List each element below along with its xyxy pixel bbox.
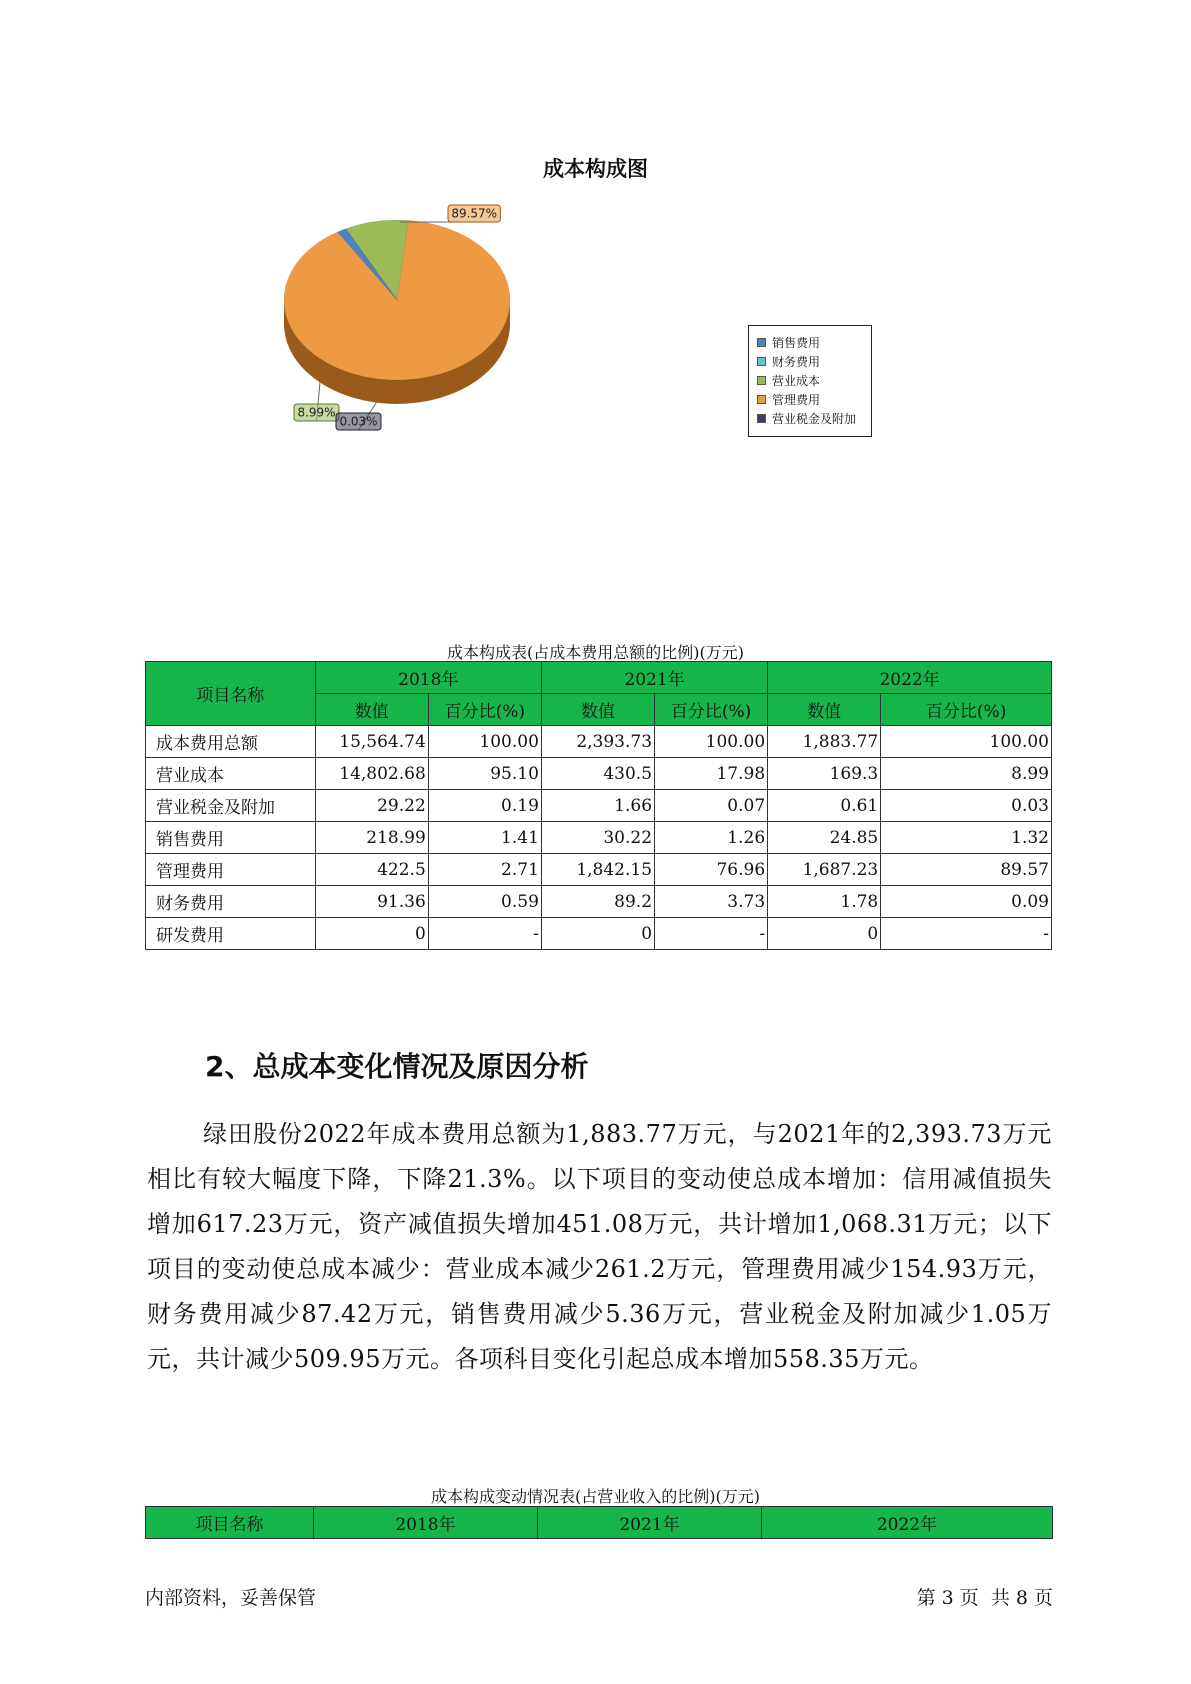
row-label: 研发费用: [146, 918, 316, 950]
col-header-name: 项目名称: [146, 662, 316, 726]
legend-label: 营业成本: [772, 374, 821, 388]
table-row: [146, 854, 1052, 886]
table-row: [146, 726, 1052, 758]
chart-title: 成本构成图: [543, 157, 648, 181]
section-heading: 2、总成本变化情况及原因分析: [205, 1050, 589, 1083]
table-cell: 0.19: [428, 790, 541, 822]
col-header-year: 2018年: [315, 662, 541, 694]
table-cell: 0.07: [655, 790, 768, 822]
table-cell: 30.22: [541, 822, 654, 854]
cost-change-table: [145, 1506, 1053, 1539]
table-cell: 430.5: [541, 758, 654, 790]
table-cell: 0: [541, 918, 654, 950]
table-cell: 100.00: [428, 726, 541, 758]
row-label: 营业成本: [146, 758, 316, 790]
row-label: 财务费用: [146, 886, 316, 918]
table-cell: 15,564.74: [315, 726, 428, 758]
table-cell: 14,802.68: [315, 758, 428, 790]
legend-label: 销售费用: [772, 336, 821, 350]
table-row: [146, 918, 1052, 950]
legend-label: 管理费用: [772, 393, 821, 407]
table-cell: 0: [315, 918, 428, 950]
table-cell: 17.98: [655, 758, 768, 790]
table-row: [146, 758, 1052, 790]
svg-text:89.57%: 89.57%: [451, 206, 498, 221]
col-header-percent: 百分比(%): [428, 694, 541, 726]
table-row: [146, 886, 1052, 918]
table-cell: 1,883.77: [768, 726, 881, 758]
table-cell: 422.5: [315, 854, 428, 886]
legend-item: [757, 371, 871, 390]
table-cell: 0.09: [881, 886, 1052, 918]
legend-label: 财务费用: [772, 355, 821, 369]
table-row: [146, 822, 1052, 854]
legend-item: [757, 333, 871, 352]
table-cell: 89.2: [541, 886, 654, 918]
legend-swatch: [757, 414, 766, 423]
col-header-name: 项目名称: [146, 1507, 314, 1539]
table-cell: 1.41: [428, 822, 541, 854]
table-cell: 24.85: [768, 822, 881, 854]
table-cell: 218.99: [315, 822, 428, 854]
table2-caption: 成本构成变动情况表(占营业收入的比例)(万元): [431, 1487, 760, 1506]
col-header-year: 2021年: [541, 662, 767, 694]
legend-swatch: [757, 357, 766, 366]
svg-text:8.99%: 8.99%: [297, 405, 336, 420]
analysis-paragraph: 绿田股份2022年成本费用总额为1,883.77万元，与2021年的2,393.73万元相比有较大幅度下降，下降21.3%。以下项目的变动使总成本增加：信用减值损失增加617.23万元，资产减值损失增加451.08万元，共计增加1,068.31万元；以下项目的变动使总成本减少：营业成本减少261.2万元，管理费用减少154.93万元，财务费用减少87.42万元，销售费用减少5.36万元，营业税金及附加减少1.05万元，共计减少509.95万元。各项科目变化引起总成本增加558.35万元。: [147, 1120, 1052, 1373]
col-header-value: 数值: [541, 694, 654, 726]
table-row: [146, 790, 1052, 822]
table-cell: 0: [768, 918, 881, 950]
table-cell: 76.96: [655, 854, 768, 886]
legend-swatch: [757, 376, 766, 385]
pie-data-label: [336, 400, 381, 430]
table-cell: 95.10: [428, 758, 541, 790]
row-label: 成本费用总额: [146, 726, 316, 758]
row-label: 管理费用: [146, 854, 316, 886]
chart-legend: [748, 325, 872, 437]
pie-chart: [280, 195, 580, 485]
table-cell: 1.78: [768, 886, 881, 918]
table-cell: 1.32: [881, 822, 1052, 854]
cost-structure-table: [145, 661, 1052, 950]
legend-swatch: [757, 338, 766, 347]
legend-swatch: [757, 395, 766, 404]
row-label: 营业税金及附加: [146, 790, 316, 822]
legend-item: [757, 390, 871, 409]
table-cell: 100.00: [881, 726, 1052, 758]
table-cell: 169.3: [768, 758, 881, 790]
table-cell: 0.03: [881, 790, 1052, 822]
legend-label: 营业税金及附加: [772, 412, 857, 426]
table-cell: 1,687.23: [768, 854, 881, 886]
col-header-percent: 百分比(%): [655, 694, 768, 726]
col-header-percent: 百分比(%): [881, 694, 1052, 726]
col-header-year: 2021年: [538, 1507, 762, 1539]
table-cell: 2,393.73: [541, 726, 654, 758]
col-header-year: 2022年: [768, 662, 1052, 694]
table-cell: 100.00: [655, 726, 768, 758]
table1-caption: 成本构成表(占成本费用总额的比例)(万元): [447, 643, 744, 662]
col-header-year: 2022年: [762, 1507, 1053, 1539]
table-cell: -: [655, 918, 768, 950]
page-number: 第 3 页 共 8 页: [916, 1587, 1053, 1609]
legend-item: [757, 352, 871, 371]
col-header-value: 数值: [768, 694, 881, 726]
svg-text:0.03%: 0.03%: [339, 414, 378, 429]
row-label: 销售费用: [146, 822, 316, 854]
table-cell: 3.73: [655, 886, 768, 918]
col-header-year: 2018年: [314, 1507, 538, 1539]
table-cell: 1,842.15: [541, 854, 654, 886]
table-cell: -: [881, 918, 1052, 950]
table-cell: 2.71: [428, 854, 541, 886]
table-cell: 29.22: [315, 790, 428, 822]
table-cell: -: [428, 918, 541, 950]
pie-data-label: [400, 205, 500, 222]
table-cell: 8.99: [881, 758, 1052, 790]
table-cell: 89.57: [881, 854, 1052, 886]
legend-item: [757, 409, 871, 428]
table-cell: 1.66: [541, 790, 654, 822]
table-cell: 0.61: [768, 790, 881, 822]
table-cell: 1.26: [655, 822, 768, 854]
footer-note: 内部资料，妥善保管: [145, 1587, 317, 1609]
table-cell: 91.36: [315, 886, 428, 918]
table-cell: 0.59: [428, 886, 541, 918]
col-header-value: 数值: [315, 694, 428, 726]
